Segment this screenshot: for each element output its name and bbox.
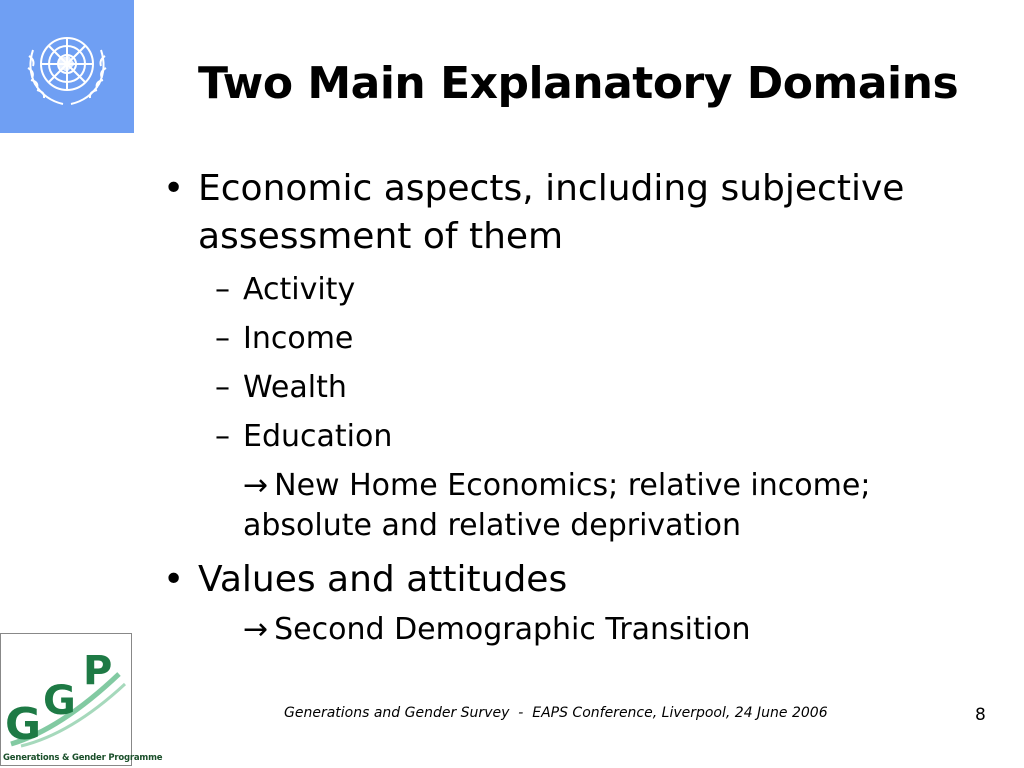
conclusion-second-demographic-transition bbox=[160, 610, 1000, 650]
un-logo-box bbox=[0, 0, 134, 133]
bullet-dot: • bbox=[163, 168, 185, 209]
un-emblem-icon bbox=[19, 20, 115, 112]
subitem-education bbox=[160, 417, 1000, 457]
subitem-text: Wealth bbox=[243, 370, 347, 405]
ggp-caption: Generations & Gender Programme bbox=[3, 753, 163, 763]
conclusion-text: New Home Economics; relative income; absolute and relative deprivation bbox=[243, 468, 871, 543]
ggp-logo-mark bbox=[1, 634, 131, 752]
dash: – bbox=[215, 321, 230, 356]
bullet-economic-aspects bbox=[160, 165, 1000, 261]
page-number: 8 bbox=[975, 705, 986, 725]
bullet-dot: • bbox=[163, 559, 185, 600]
slide-title: Two Main Explanatory Domains bbox=[198, 58, 959, 109]
ggp-letter-g1: G bbox=[5, 699, 42, 750]
bullet-values-attitudes bbox=[160, 556, 1000, 604]
subitem-text: Income bbox=[243, 321, 354, 356]
right-arrow-icon: → bbox=[243, 468, 269, 503]
bullet-text: Values and attitudes bbox=[198, 559, 568, 600]
subitem-text: Activity bbox=[243, 272, 356, 307]
dash: – bbox=[215, 370, 230, 405]
subitem-wealth bbox=[160, 368, 1000, 408]
footer-text: Generations and Gender Survey - EAPS Conference, Liverpool, 24 June 2006 bbox=[284, 705, 828, 721]
conclusion-text: Second Demographic Transition bbox=[274, 612, 751, 647]
subitem-income bbox=[160, 319, 1000, 359]
subitem-activity bbox=[160, 270, 1000, 310]
conclusion-new-home-economics bbox=[160, 466, 1000, 546]
bullet-text: Economic aspects, including subjective assessment of them bbox=[198, 168, 905, 257]
ggp-letter-p: P bbox=[83, 648, 113, 694]
slide-content bbox=[160, 165, 1000, 650]
ggp-logo bbox=[0, 633, 163, 766]
right-arrow-icon: → bbox=[243, 612, 269, 647]
ggp-letter-g2: G bbox=[43, 678, 76, 724]
dash: – bbox=[215, 419, 230, 454]
subitem-text: Education bbox=[243, 419, 393, 454]
dash: – bbox=[215, 272, 230, 307]
